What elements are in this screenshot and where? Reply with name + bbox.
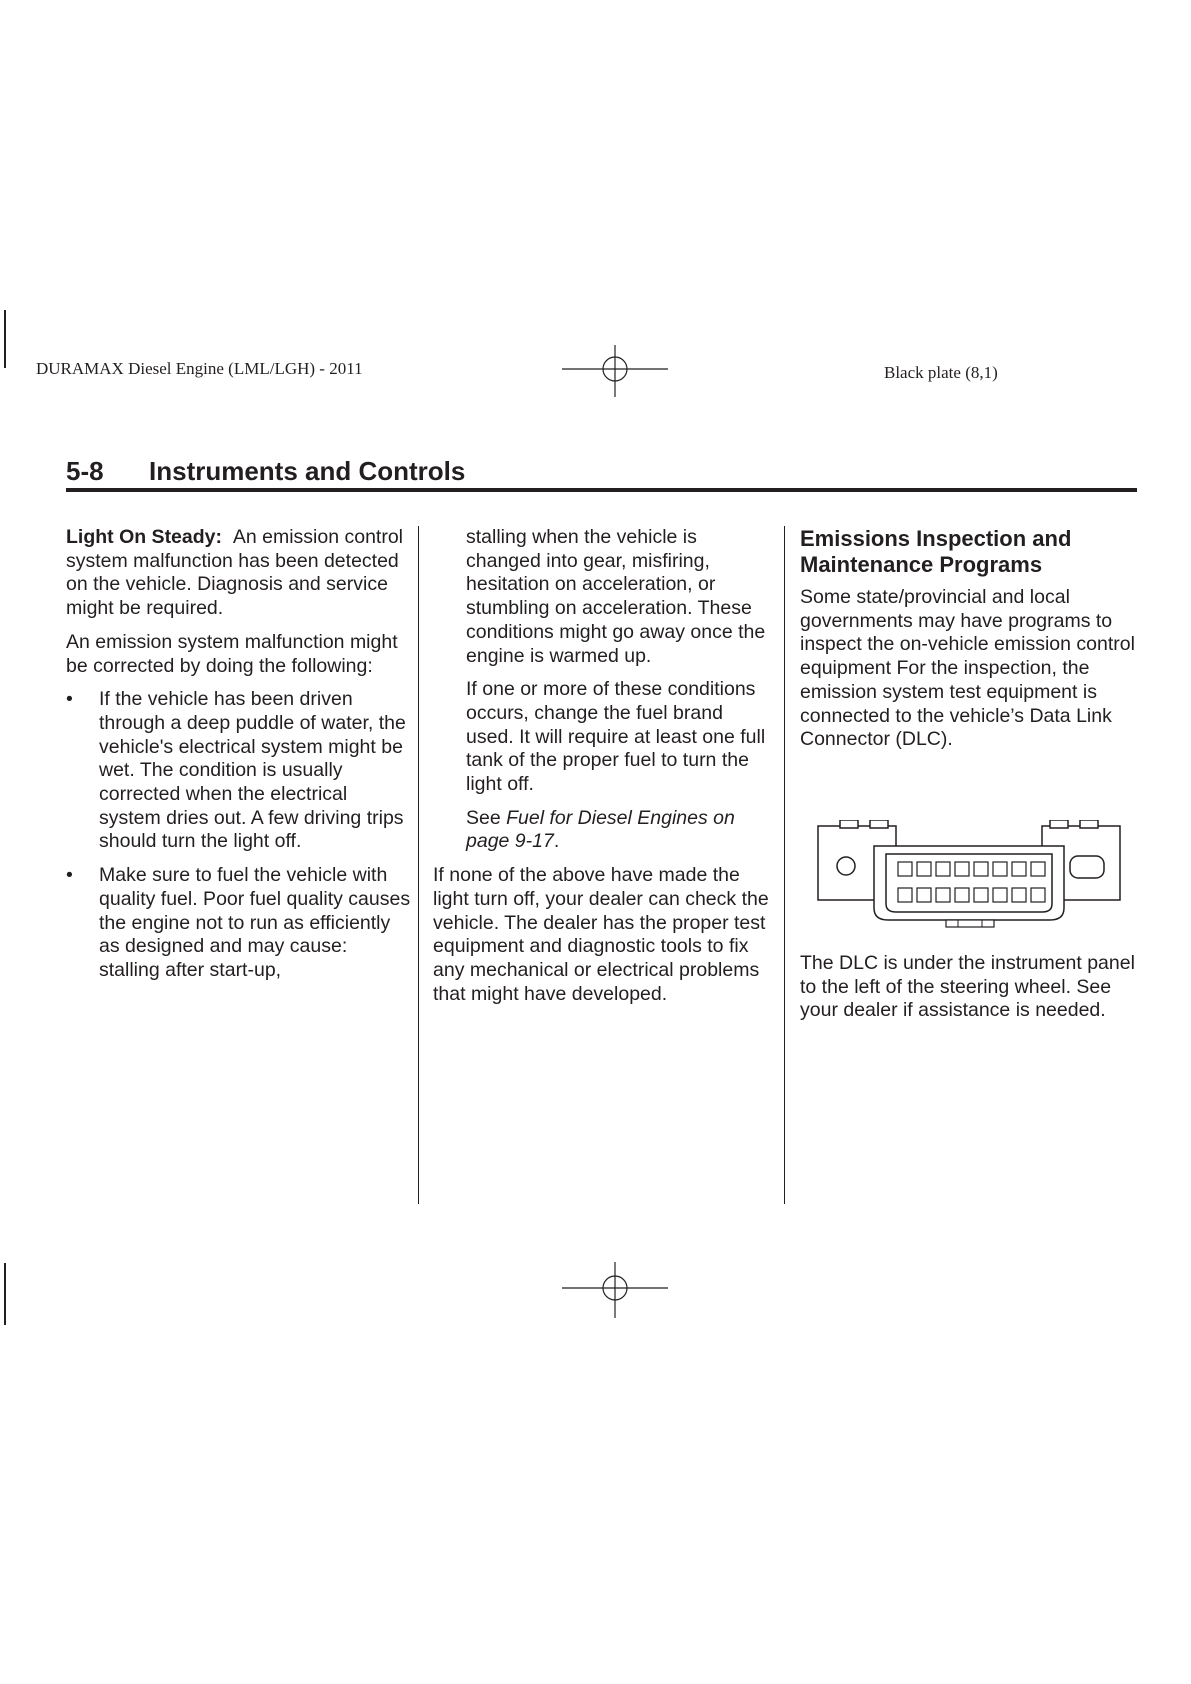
dlc-location-paragraph-wrap	[800, 952, 1140, 1033]
column-divider	[418, 526, 419, 1204]
dealer-paragraph: If none of the above have made the light turn off, your dealer can check the vehicle. The dealer has the proper test equipment and diagnostic tools to fix any mechanical or electrical problems that might have developed.	[433, 864, 769, 1005]
fuel-brand-paragraph: If one or more of these conditions occurs, change the fuel brand used. It will require at least one full tank of the proper fuel to turn the light off.	[466, 678, 766, 796]
column-3	[800, 526, 1140, 762]
bullet-dot: •	[66, 688, 73, 711]
crop-mark-bottom-left	[4, 1263, 6, 1325]
bullet-item	[66, 864, 411, 983]
section-number: 5-8	[66, 456, 104, 486]
column-1	[66, 526, 411, 993]
see-suffix: .	[553, 830, 560, 853]
dlc-location-paragraph: The DLC is under the instrument panel to the left of the steering wheel. See your dealer if assistance is needed.	[800, 952, 1135, 1022]
bullet-continuation: stalling when the vehicle is changed into gear, misfiring, hesitation on acceleration, or stumbling on acceleration. These conditions might go away once the engine is warmed up.	[466, 526, 766, 667]
section-title: Instruments and Controls	[149, 456, 466, 486]
bullet-text: Make sure to fuel the vehicle with quality fuel. Poor fuel quality causes the engine not to run as efficiently as designed and may cause: stalling after start-up,	[99, 864, 411, 981]
crop-mark-top-left	[4, 310, 6, 368]
bullet-dot: •	[66, 864, 73, 887]
dlc-connector-illustration	[812, 820, 1128, 932]
cross-reference-link[interactable]: Fuel for Diesel Engines on page 9-17	[466, 806, 735, 853]
see-reference	[433, 807, 773, 854]
see-prefix: See	[466, 806, 507, 829]
light-on-steady-paragraph	[66, 526, 411, 621]
registration-mark-top	[560, 345, 670, 425]
light-on-steady-text: An emission control system malfunction has been detected on the vehicle. Diagnosis and service might be required.	[66, 526, 404, 620]
column-divider	[784, 526, 785, 1204]
document-title: DURAMAX Diesel Engine (LML/LGH) - 2011	[36, 359, 363, 378]
bullet-text: If the vehicle has been driven through a deep puddle of water, the vehicle's electrical system might be wet. The condition is usually corrected when the electrical system dries out. A few driving trips should turn the light off.	[99, 688, 406, 853]
inspection-paragraph: Some state/provincial and local governments may have programs to inspect the on-vehicle emission control equipment For the inspection, the emission system test equipment is connected to the vehicle’s Data Link Connector (DLC).	[800, 586, 1135, 751]
bullet-item	[66, 688, 411, 854]
malfunction-paragraph: An emission system malfunction might be corrected by doing the following:	[66, 630, 398, 677]
plate-label: Black plate (8,1)	[884, 363, 998, 382]
registration-mark-bottom	[560, 1262, 670, 1342]
column-2	[433, 526, 773, 1016]
section-rule	[66, 488, 1137, 492]
light-on-steady-label: Light On Steady:	[66, 526, 222, 548]
emissions-heading: Emissions Inspection and Maintenance Programs	[800, 526, 1072, 577]
